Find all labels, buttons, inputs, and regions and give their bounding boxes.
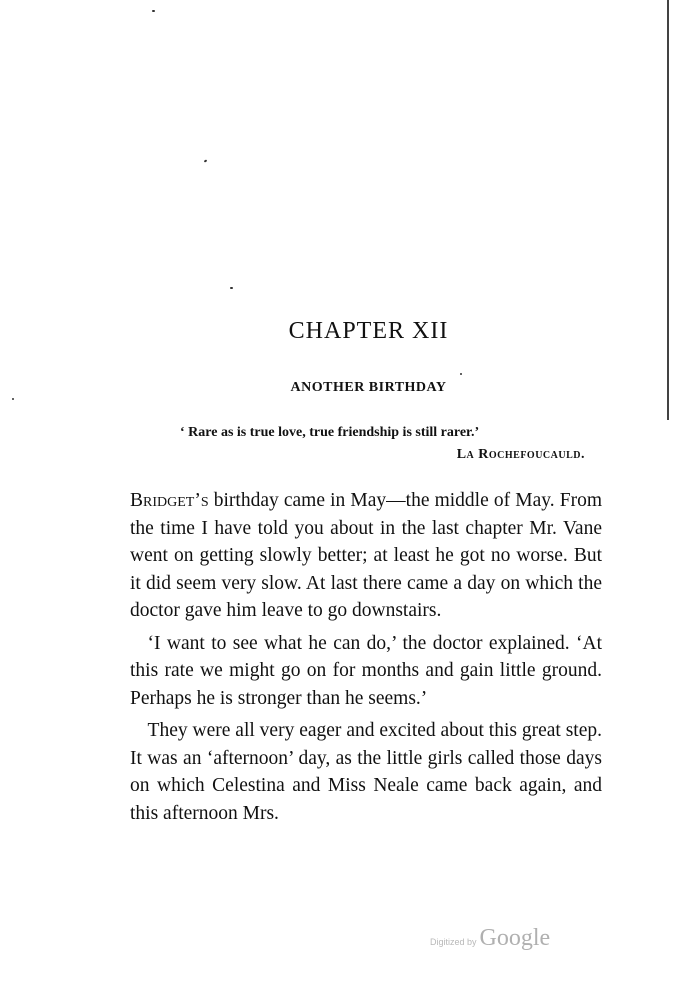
chapter-subtitle: ANOTHER BIRTHDAY <box>290 380 447 395</box>
page-edge-line <box>667 0 669 420</box>
ink-speck <box>204 159 208 162</box>
ink-speck <box>12 398 14 400</box>
ink-speck <box>230 287 233 289</box>
paragraph-lead-word: Bridget’s <box>130 490 209 511</box>
paragraph-2: ‘I want to see what he can do,’ the doctor explained. ‘At this rate we might go on for months and gain little ground. Perhaps he is stronger than he seems.’ <box>130 632 602 709</box>
paragraph-1-text: birthday came in May—the middle of May. From the time I have told you about in the last chapter Mr. Vane went on getting slowly better; at least he got no worse. But it did seem very slow. At last there came a day on which the doctor gave him leave to go downstairs. <box>130 490 602 621</box>
chapter-title: CHAPTER XII <box>288 318 449 344</box>
google-logo: Google <box>479 925 551 951</box>
ink-speck <box>460 373 462 375</box>
epigraph-quote: ‘ Rare as is true love, true friendship is still rarer.’ <box>180 425 480 440</box>
paragraph-3: They were all very eager and excited about this great step. It was an ‘afternoon’ day, as the little girls called those days on which Celestina and Miss Neale came back again, and this afternoon Mrs. <box>130 720 602 824</box>
watermark-prefix: Digitized by <box>430 937 477 947</box>
ink-speck <box>152 10 155 12</box>
epigraph-author: La Rochefoucauld. <box>456 447 585 462</box>
body-text <box>130 487 602 827</box>
google-watermark <box>430 925 550 952</box>
paragraph-1 <box>130 487 602 625</box>
